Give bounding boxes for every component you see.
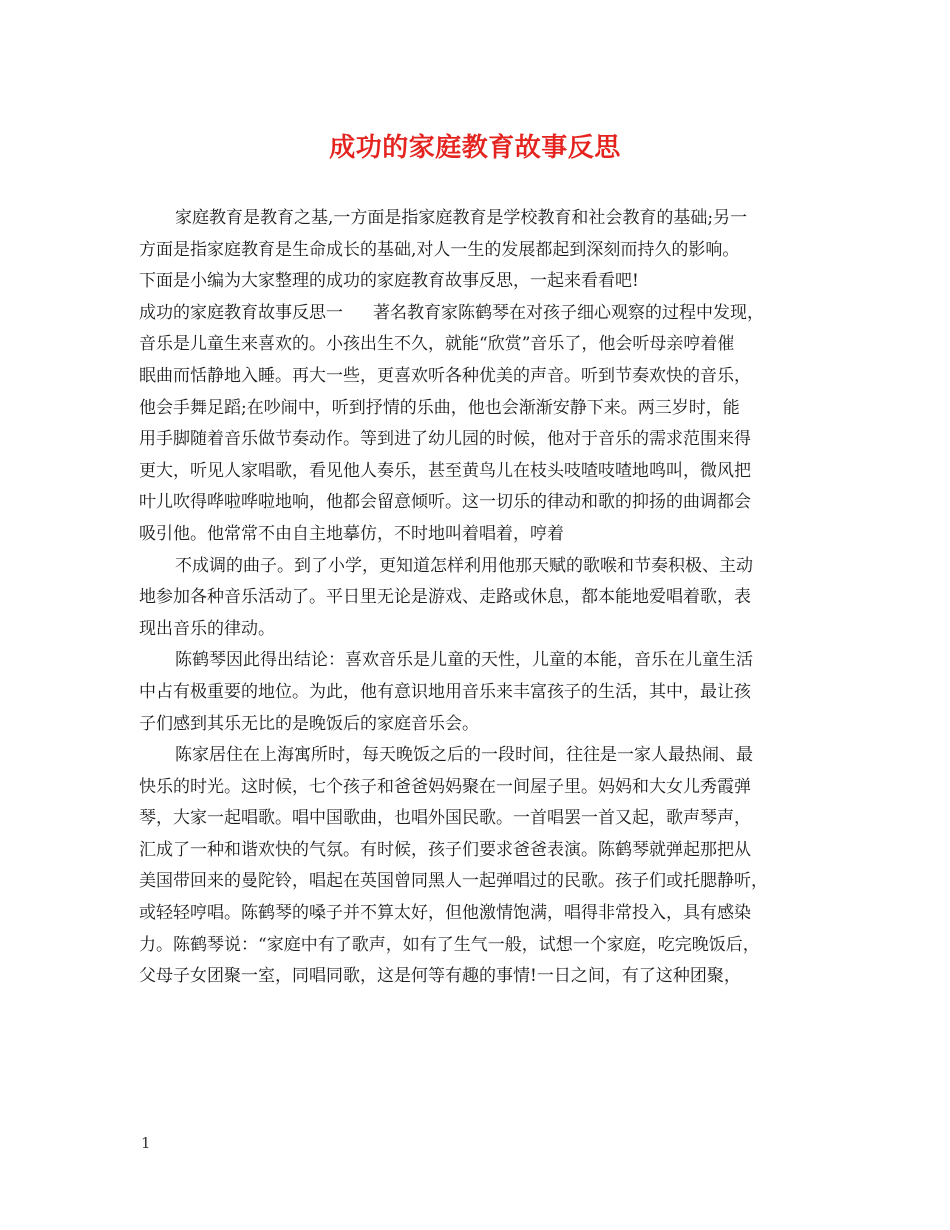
text-line — [139, 614, 811, 646]
text-line — [139, 772, 811, 804]
text-line-content: 力。陈鹤琴说：“家庭中有了歌声，如有了生气一般，试想一个家庭，吃完晚饭后， — [139, 934, 760, 955]
text-line — [139, 456, 811, 488]
text-line-content: 中占有极重要的地位。为此，他有意识地用音乐来丰富孩子的生活，其中，最让孩 — [139, 681, 751, 702]
text-line — [139, 582, 811, 614]
text-line-content: 方面是指家庭教育是生命成长的基础,对人一生的发展都起到深刻而持久的影响。 — [139, 239, 740, 260]
text-line-content: 他会手舞足蹈;在吵闹中，听到抒情的乐曲，他也会渐渐安静下来。两三岁时，能 — [139, 397, 740, 418]
text-line-content: 地参加各种音乐活动了。平日里无论是游戏、走路或休息，都本能地爱唱着歌，表 — [139, 587, 751, 608]
document-body — [139, 203, 811, 993]
text-line-content: 汇成了一种和谐欢快的气氛。有时候，孩子们要求爸爸表演。陈鹤琴就弹起那把从 — [139, 839, 751, 860]
text-line-content: 现出音乐的律动。 — [139, 618, 275, 639]
text-line-content: 眠曲而恬静地入睡。再大一些，更喜欢听各种优美的声音。听到节奏欢快的音乐， — [139, 365, 751, 386]
text-line — [139, 424, 811, 456]
text-line-content: 成功的家庭教育故事反思一 — [139, 302, 343, 323]
text-line — [139, 235, 811, 267]
text-line-content: 用手脚随着音乐做节奏动作。等到进了幼儿园的时候，他对于音乐的需求范围来得 — [139, 429, 751, 450]
text-line — [139, 266, 811, 298]
text-line — [139, 487, 811, 519]
text-line — [139, 803, 811, 835]
text-line-content: 琴，大家一起唱歌。唱中国歌曲，也唱外国民歌。一首唱罢一首又起，歌声琴声， — [139, 808, 751, 829]
text-line — [139, 203, 811, 235]
text-line-content: 叶儿吹得哗啦哗啦地响，他都会留意倾听。这一切乐的律动和歌的抑扬的曲调都会 — [139, 492, 751, 513]
text-line-content: 陈家居住在上海寓所时，每天晚饭之后的一段时间，往往是一家人最热闹、最 — [175, 745, 753, 766]
text-line — [139, 961, 811, 993]
text-line — [139, 930, 811, 962]
text-line — [139, 519, 811, 551]
text-line — [139, 551, 811, 583]
text-line — [139, 393, 811, 425]
text-line-content: 不成调的曲子。到了小学，更知道怎样利用他那天赋的歌喉和节奏积极、主动 — [175, 555, 753, 576]
text-line-content: 吸引他。他常常不由自主地摹仿，不时地叫着唱着，哼着 — [139, 523, 564, 544]
text-line — [139, 866, 811, 898]
text-line — [139, 835, 811, 867]
text-line-content: 更大，听见人家唱歌，看见他人奏乐，甚至黄鸟儿在枝头吱喳吱喳地鸣叫，微风把 — [139, 460, 751, 481]
text-line-content: 子们感到其乐无比的是晚饭后的家庭音乐会。 — [139, 713, 479, 734]
text-line-content: 陈鹤琴因此得出结论：喜欢音乐是儿童的天性，儿童的本能，音乐在儿童生活 — [175, 650, 753, 671]
text-line — [139, 361, 811, 393]
text-line-content: 快乐的时光。这时候，七个孩子和爸爸妈妈聚在一间屋子里。妈妈和大女儿秀霞弹 — [139, 776, 751, 797]
text-line — [139, 898, 811, 930]
document-title: 成功的家庭教育故事反思 — [329, 133, 621, 163]
text-line — [139, 329, 811, 361]
text-line-content-continued: 著名教育家陈鹤琴在对孩子细心观察的过程中发现， — [373, 302, 764, 323]
text-line-content: 美国带回来的曼陀铃，唱起在英国曾同黑人一起弹唱过的民歌。孩子们或托腮静听， — [139, 871, 768, 892]
text-line-content: 音乐是儿童生来喜欢的。小孩出生不久，就能“欣赏”音乐了，他会听母亲哼着催 — [139, 334, 735, 355]
text-line-content: 或轻轻哼唱。陈鹤琴的嗓子并不算太好，但他激情饱满，唱得非常投入，具有感染 — [139, 903, 751, 924]
text-line — [139, 709, 811, 741]
text-line-content: 家庭教育是教育之基,一方面是指家庭教育是学校教育和社会教育的基础;另一 — [175, 208, 748, 228]
text-line-content: 下面是小编为大家整理的成功的家庭教育故事反思，一起来看看吧! — [139, 271, 639, 292]
text-line — [139, 645, 811, 677]
text-line-content: 父母子女团聚一室，同唱同歌，这是何等有趣的事情!一日之间，有了这种团聚， — [139, 966, 741, 987]
text-line — [139, 298, 811, 330]
page-number: 1 — [141, 1134, 151, 1152]
text-line — [139, 740, 811, 772]
text-line — [139, 677, 811, 709]
